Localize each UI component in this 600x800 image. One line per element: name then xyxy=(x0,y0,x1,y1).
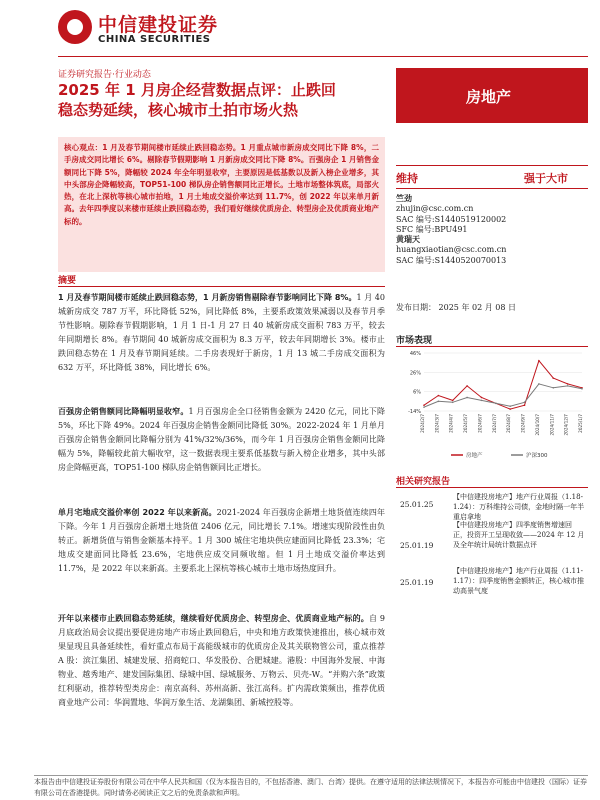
data-point xyxy=(509,408,511,410)
data-point xyxy=(567,385,569,387)
abstract-divider xyxy=(58,286,385,287)
rating-label: 维持 xyxy=(396,172,418,185)
related-item-title[interactable]: 【中信建投房地产】地产行业周报（1.18-1.24）：万科维持公司债，金地时隔一年半重启拿地 xyxy=(453,493,585,521)
legend-label: 房地产 xyxy=(466,453,483,459)
x-tick-label: 2024/11/7 xyxy=(549,414,555,436)
logo-emblem-icon xyxy=(58,10,92,44)
analyst-sac: SAC 编号:S1440520070013 xyxy=(396,255,507,265)
data-point xyxy=(552,387,554,389)
rating-value: 强于大市 xyxy=(524,172,568,185)
y-tick-label: 26% xyxy=(409,370,421,377)
data-point xyxy=(466,385,468,387)
analyst-email: zhujin@csc.com.cn xyxy=(396,204,474,214)
data-point xyxy=(524,404,526,406)
data-point xyxy=(438,401,440,403)
data-point xyxy=(423,404,425,406)
legend-label: 沪深300 xyxy=(526,453,548,459)
x-tick-label: 2024/6/7 xyxy=(477,414,483,433)
title-line-1: 2025 年 1 月房企经营数据点评：止跌回 xyxy=(58,81,336,99)
data-point xyxy=(509,405,511,407)
series-line-index xyxy=(424,384,582,407)
paragraph-4-body: 自 9 月底政治局会议提出要促进房地产市场止跌回稳后，中央和地方政策快速推出，核心城市效果显现且具备延续性，看好重点布局于高能级城市的优质房企及其关联物管公司，重点推荐 A 股：滨江集团、城建发展、招商蛇口、华发股份、合肥城建。港股：中国海外发展、中海物业、越秀地产、建发国际集团、绿城中国、绿城服务、万物云、贝壳-W。“并购六条”政策红利驱动，推荐转型类房企：南京高科、苏州高新、张江高科。扩内需政策频出，推荐优质商业地产公司：华润置地、华润万象生活、龙湖集团、新城控股等。 xyxy=(58,614,386,707)
x-tick-label: 2024/3/7 xyxy=(434,414,440,433)
y-tick-label: -14% xyxy=(408,409,421,415)
data-point xyxy=(481,400,483,402)
publish-date: 发布日期： 2025 年 02 月 08 日 xyxy=(396,303,516,312)
y-tick-label: 6% xyxy=(413,389,421,396)
paragraph-3 xyxy=(58,506,385,576)
title-line-2: 稳态势延续，核心城市土拍市场火热 xyxy=(58,101,299,119)
core-view-box: 核心观点：1 月及春节期间楼市延续止跌回稳态势。1 月重点城市新房成交同比下降 8%，二手房成交同比增长 6%。剔除春节假期影响 1 月新房成交同比下降 8%。百强房企 1 月销售金额同比下降 5%，降幅较 2024 年全年明显收窄，主要原因是低基数以及新入榜企业增多，其中头部房企降幅较高，TOP51-100 梯队房企销售额同比正增长。土地市场整体筑底，局部火热，在北上深杭等核心城市拍地，1 月土地成交溢价率达到 11.7%，创 2022 年以来单月新高。去年四季度以来楼市延续止跌回稳态势，我们看好继续优质房企、转型房企及优质商业地产标的。 xyxy=(58,137,385,272)
paragraph-2-body: 1 月百强房企全口径销售金额为 2420 亿元，同比下降 5%，环比下降 49%。2024 年百强房企销售金额同比降低 30%。2022-2024 年 1 月单月百强房企销售金额同比降幅分别为 41%/32%/36%，而今年 1 月百强房企销售金额同比降幅为 5%，降幅较此前大幅收窄，这一数据表现主要系低基数与新入榜企业增多，其中头部房企降幅更高，TOP51-100 梯队房企销售额同比正增长。 xyxy=(58,407,386,472)
analyst-email: huangxiaotian@csc.com.cn xyxy=(396,245,507,255)
report-category: 证券研究报告·行业动态 xyxy=(58,70,151,80)
data-point xyxy=(452,400,454,402)
data-point xyxy=(423,406,425,408)
paragraph-2 xyxy=(58,405,385,475)
data-point xyxy=(481,397,483,399)
x-tick-label: 2024/8/7 xyxy=(506,414,512,433)
logo-text-en: CHINA SECURITIES xyxy=(98,34,211,45)
logo-text-cn: 中信建投证券 xyxy=(98,14,219,36)
x-tick-label: 2024/7/7 xyxy=(491,414,497,433)
paragraph-4-lead: 开年以来楼市止跌回稳态势延续，继续看好优质房企、转型房企、优质商业地产标的。 xyxy=(58,614,369,623)
data-point xyxy=(581,388,583,390)
market-performance-heading: 市场表现 xyxy=(396,336,433,346)
performance-line-chart xyxy=(396,347,588,467)
data-point xyxy=(538,383,540,385)
data-point xyxy=(452,402,454,404)
disclaimer-text: 本报告由中信建投证券股份有限公司在中华人民共和国（仅为本报告目的，不包括香港、澳门、台湾）提供。在遵守适用的法律法规情况下，本报告亦可能由中信建投（国际）证券有限公司在香港提供。同时请务必阅读正文之后的免责条款和声明。 xyxy=(34,778,587,797)
analyst-name: 竺劲 xyxy=(396,194,412,203)
paragraph-3-lead: 单月宅地成交溢价率创 2022 年以来新高。 xyxy=(58,508,217,517)
x-tick-label: 2024/9/7 xyxy=(520,414,526,433)
company-logo xyxy=(58,10,348,48)
analyst-name: 黄瑞天 xyxy=(396,235,420,245)
report-title xyxy=(58,80,388,120)
related-item-title[interactable]: 【中信建投房地产】四季度销售增速回正，投资开工呈现收敛——2024 年 12 月及全年统计局统计数据点评 xyxy=(453,521,585,549)
data-point xyxy=(495,402,497,404)
data-point xyxy=(466,397,468,399)
paragraph-2-lead: 百强房企销售额同比降幅明显收窄。 xyxy=(58,407,189,416)
analyst-sfc: SFC 编号:BPU491 xyxy=(396,224,468,234)
footer-divider xyxy=(34,775,588,776)
y-tick-label: 46% xyxy=(409,351,421,357)
sector-badge: 房地产 xyxy=(396,68,588,123)
x-tick-label: 2025/1/7 xyxy=(578,414,583,433)
analyst-sac: SAC 编号:S1440519120002 xyxy=(396,214,507,224)
related-item-title[interactable]: 【中信建投房地产】地产行业周报（1.11-1.17）：四季度销售金额转正，核心城市推动高景气度 xyxy=(453,567,585,595)
paragraph-4 xyxy=(58,612,385,710)
analyst-list xyxy=(396,194,588,266)
paragraph-1 xyxy=(58,291,385,375)
rating-bar xyxy=(396,165,588,189)
data-point xyxy=(552,377,554,379)
x-tick-label: 2024/5/7 xyxy=(463,414,469,433)
data-point xyxy=(438,395,440,397)
x-tick-label: 2024/4/7 xyxy=(448,414,454,433)
header-divider xyxy=(58,56,588,57)
market-performance-chart xyxy=(396,346,588,467)
x-tick-label: 2024/10/7 xyxy=(534,414,540,436)
related-item-date: 25.01.19 xyxy=(400,541,434,550)
x-tick-label: 2024/12/7 xyxy=(563,414,569,436)
related-research-heading: 相关研究报告 xyxy=(396,477,451,487)
related-item-date: 25.01.25 xyxy=(400,500,434,509)
related-divider xyxy=(396,487,588,488)
paragraph-1-lead: 1 月及春节期间楼市延续止跌回稳态势，1 月新房销售剔除春节影响同比下降 8%。 xyxy=(58,293,357,302)
data-point xyxy=(524,402,526,404)
data-point xyxy=(538,360,540,362)
abstract-heading: 摘要 xyxy=(58,276,77,286)
x-tick-label: 2024/2/7 xyxy=(420,414,425,433)
related-item-date: 25.01.19 xyxy=(400,578,434,587)
data-point xyxy=(567,383,569,385)
paragraph-1-body: 1 月 40 城新房成交 787 万平，环比降低 52%，同比降低 8%，主要系政策效果减弱以及春节月季节性影响。剔除春节假期影响，1 月 1 日-1 月 27 日 40 城新房成交面积 783 万平，较去年同期增长 8%。春节期间 40 城新房成交面积为 8.3 万平，较去年同期增长 3%。楼市止跌回稳态势在 1 月及春节期间延续。二手房表现好于新房，1 月 13 城二手房成交面积为 632 万平，环比降低 38%，同比增长 6%。 xyxy=(58,293,385,372)
paragraph-3-body: 2021-2024 年百强房企新增土地货值连续四年下降。今年 1 月百强房企新增土地货值 2406 亿元，同比增长 7.1%。增速实现阶段性由负转正。新增货值与销售金额基本持平。1 月 300 城住宅地块供应建面同比降低 23.3%；宅地成交建面同比降低 23.6%，宅地供应成交同频收缩。但 1 月土地成交溢价率达到 11.7%，是 2022 年以来新高。主要系北上深杭等核心城市土地市场热度回升。 xyxy=(58,508,385,573)
